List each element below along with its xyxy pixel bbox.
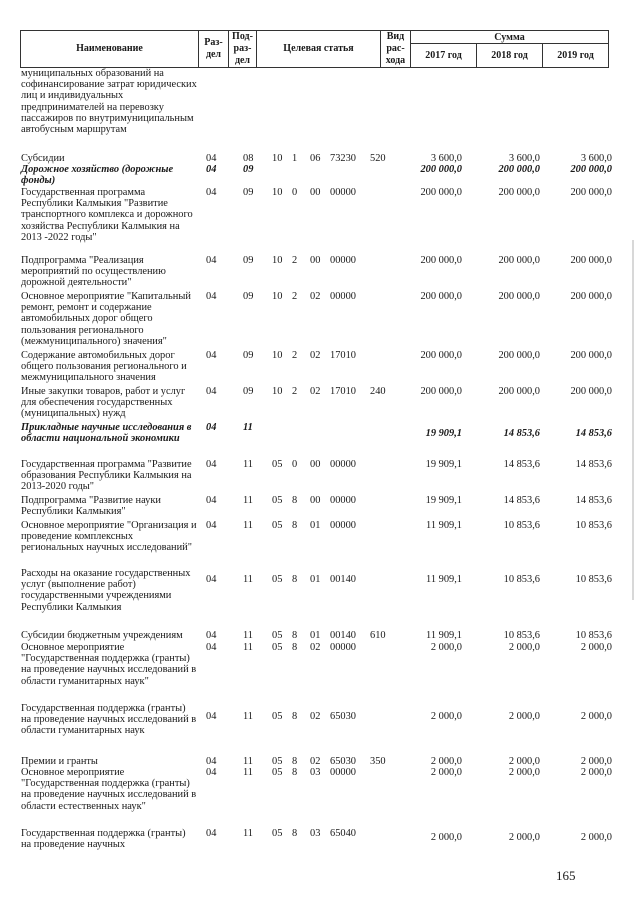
- table-header: [20, 30, 609, 68]
- row-target-subprogram: 8: [292, 630, 298, 641]
- row-name: Основное мероприятие "Государственная поддержка (гранты) на проведение научных исследований в области естественных наук": [21, 767, 197, 812]
- row-sum-2017: 11 909,1: [426, 520, 462, 531]
- header-target: [257, 31, 381, 67]
- row-razdel: 04: [206, 291, 217, 302]
- row-target-direction: 00000: [330, 642, 356, 653]
- row-target-program: 10: [272, 255, 283, 266]
- header-year-2017: [411, 44, 477, 67]
- row-target-event: 02: [310, 642, 321, 653]
- row-target-program: 05: [272, 756, 283, 767]
- row-target-program: 10: [272, 153, 283, 164]
- row-vid: 350: [370, 756, 386, 767]
- row-sum-2017: 2 000,0: [430, 767, 462, 778]
- row-target-direction: 17010: [330, 350, 356, 361]
- header-name: [21, 31, 199, 67]
- row-sum-2017: 11 909,1: [426, 574, 462, 585]
- row-podrazdel: 09: [243, 386, 254, 397]
- row-target-direction: 65030: [330, 756, 356, 767]
- row-target-subprogram: 2: [292, 255, 298, 266]
- row-target-direction: 00000: [330, 767, 356, 778]
- row-podrazdel: 11: [243, 711, 254, 722]
- row-name: Государственная поддержка (гранты) на проведение научных: [21, 828, 186, 851]
- row-sum-2018: 2 000,0: [508, 767, 540, 778]
- row-target-direction: 00000: [330, 495, 356, 506]
- row-sum-2019: 2 000,0: [580, 642, 612, 653]
- row-name: Государственная программа Республики Калмыкия "Развитие транспортного комплекса и дорожного хозяйства Республики Калмыкия на 2013 -2022 годы": [21, 187, 193, 243]
- row-target-subprogram: 2: [292, 291, 298, 302]
- row-sum-2018: 200 000,0: [498, 350, 540, 361]
- row-target-program: 10: [272, 291, 283, 302]
- row-vid: 610: [370, 630, 386, 641]
- row-sum-2018: 200 000,0: [498, 164, 540, 175]
- row-target-program: 05: [272, 711, 283, 722]
- row-podrazdel: 11: [243, 520, 254, 531]
- row-sum-2019: 200 000,0: [570, 187, 612, 198]
- row-razdel: 04: [206, 350, 217, 361]
- row-sum-2018: 200 000,0: [498, 386, 540, 397]
- row-target-program: 05: [272, 574, 283, 585]
- row-target-program: 10: [272, 386, 283, 397]
- row-name: Иные закупки товаров, работ и услуг для обеспечения государственных (муниципальных) нужд: [21, 386, 186, 420]
- row-podrazdel: 09: [243, 164, 254, 175]
- row-razdel: 04: [206, 574, 217, 585]
- header-razdel: [199, 31, 229, 67]
- row-target-direction: 00000: [330, 291, 356, 302]
- row-name: Основное мероприятие "Капитальный ремонт, ремонт и содержание автомобильных дорог общего пользования регионального (межмуниципального) значения": [21, 291, 191, 347]
- row-sum-2019: 10 853,6: [575, 630, 612, 641]
- row-razdel: 04: [206, 828, 217, 839]
- row-name: Государственная программа "Развитие образования Республики Калмыкия на 2013-2020 годы": [21, 459, 192, 493]
- row-razdel: 04: [206, 767, 217, 778]
- row-target-event: 02: [310, 756, 321, 767]
- row-razdel: 04: [206, 187, 217, 198]
- row-target-program: 05: [272, 459, 283, 470]
- header-target-label: Целевая статья: [283, 43, 354, 54]
- header-year-2017-label: 2017 год: [425, 50, 462, 61]
- row-sum-2018: 200 000,0: [498, 291, 540, 302]
- header-podrazdel-label: Под- раз- дел: [232, 31, 253, 66]
- row-sum-2019: 200 000,0: [570, 350, 612, 361]
- row-name: Основное мероприятие "Организация и проведение комплексных региональных научных исследований": [21, 520, 197, 554]
- row-target-program: 05: [272, 495, 283, 506]
- row-sum-2019: 14 853,6: [575, 459, 612, 470]
- row-target-direction: 65030: [330, 711, 356, 722]
- row-target-subprogram: 8: [292, 828, 298, 839]
- row-target-direction: 65040: [330, 828, 356, 839]
- row-target-event: 01: [310, 574, 321, 585]
- row-name: Субсидии бюджетным учреждениям: [21, 630, 183, 641]
- header-podrazdel: [229, 31, 257, 67]
- row-target-event: 02: [310, 350, 321, 361]
- row-target-direction: 00000: [330, 520, 356, 531]
- row-target-event: 03: [310, 828, 321, 839]
- row-target-subprogram: 8: [292, 642, 298, 653]
- row-sum-2019: 200 000,0: [570, 164, 612, 175]
- header-year-2018-label: 2018 год: [491, 50, 528, 61]
- row-sum-2018: 2 000,0: [508, 832, 540, 843]
- row-target-program: 10: [272, 350, 283, 361]
- row-target-subprogram: 2: [292, 386, 298, 397]
- row-sum-2018: 2 000,0: [508, 642, 540, 653]
- row-target-event: 02: [310, 711, 321, 722]
- row-target-program: 10: [272, 187, 283, 198]
- row-target-direction: 00000: [330, 255, 356, 266]
- row-razdel: 04: [206, 642, 217, 653]
- row-target-event: 01: [310, 520, 321, 531]
- row-sum-2019: 14 853,6: [575, 495, 612, 506]
- row-target-subprogram: 8: [292, 711, 298, 722]
- row-podrazdel: 11: [243, 459, 254, 470]
- row-razdel: 04: [206, 386, 217, 397]
- row-target-event: 02: [310, 291, 321, 302]
- header-year-2019: [543, 44, 608, 67]
- row-razdel: 04: [206, 459, 217, 470]
- row-sum-2019: 200 000,0: [570, 255, 612, 266]
- row-vid: 520: [370, 153, 386, 164]
- row-sum-2017: 19 909,1: [425, 459, 462, 470]
- row-podrazdel: 11: [243, 574, 254, 585]
- row-sum-2019: 2 000,0: [580, 711, 612, 722]
- row-target-program: 05: [272, 630, 283, 641]
- row-sum-2018: 3 600,0: [508, 153, 540, 164]
- row-sum-2018: 2 000,0: [508, 711, 540, 722]
- header-razdel-label: Раз- дел: [204, 37, 223, 60]
- row-sum-2018: 14 853,6: [503, 495, 540, 506]
- header-vid: [381, 31, 411, 67]
- row-sum-2017: 200 000,0: [420, 255, 462, 266]
- row-name: Государственная поддержка (гранты) на проведение научных исследований в области гуманитарных наук: [21, 703, 197, 737]
- row-target-direction: 00140: [330, 630, 356, 641]
- row-sum-2019: 10 853,6: [575, 520, 612, 531]
- row-target-subprogram: 8: [292, 495, 298, 506]
- row-name: Субсидии: [21, 153, 65, 164]
- row-sum-2018: 2 000,0: [508, 756, 540, 767]
- row-name: Подпрограмма "Развитие науки Республики Калмыкия": [21, 495, 161, 518]
- row-podrazdel: 11: [243, 630, 254, 641]
- row-sum-2017: 11 909,1: [426, 630, 462, 641]
- row-name: Расходы на оказание государственных услуг (выполнение работ) государственными учреждениями Республики Калмыкия: [21, 568, 191, 613]
- row-razdel: 04: [206, 153, 217, 164]
- row-sum-2017: 2 000,0: [430, 642, 462, 653]
- row-name: муниципальных образований на софинансирование затрат юридических лиц и индивидуальных предпринимателей на перевозку пассажиров по внутримуниципальным автобусным маршрутам: [21, 68, 197, 136]
- header-name-label: Наименование: [76, 43, 143, 54]
- row-target-subprogram: 0: [292, 459, 298, 470]
- row-sum-2017: 19 909,1: [425, 495, 462, 506]
- row-razdel: 04: [206, 422, 217, 433]
- row-sum-2019: 2 000,0: [580, 832, 612, 843]
- row-name: Премии и гранты: [21, 756, 98, 767]
- row-target-event: 03: [310, 767, 321, 778]
- row-sum-2017: 2 000,0: [430, 756, 462, 767]
- row-sum-2017: 200 000,0: [420, 291, 462, 302]
- row-sum-2019: 14 853,6: [575, 428, 612, 439]
- row-target-subprogram: 0: [292, 187, 298, 198]
- row-target-program: 05: [272, 767, 283, 778]
- row-sum-2019: 3 600,0: [580, 153, 612, 164]
- row-target-subprogram: 2: [292, 350, 298, 361]
- row-target-program: 05: [272, 642, 283, 653]
- page-number: 165: [556, 868, 576, 883]
- row-name: Дорожное хозяйство (дорожные фонды): [21, 164, 174, 187]
- row-target-program: 05: [272, 828, 283, 839]
- row-podrazdel: 09: [243, 291, 254, 302]
- row-podrazdel: 09: [243, 350, 254, 361]
- row-razdel: 04: [206, 756, 217, 767]
- header-sum-label: Сумма: [494, 31, 525, 43]
- row-target-direction: 00140: [330, 574, 356, 585]
- row-podrazdel: 11: [243, 422, 253, 433]
- row-sum-2017: 3 600,0: [430, 153, 462, 164]
- row-sum-2018: 10 853,6: [503, 520, 540, 531]
- row-target-subprogram: 8: [292, 756, 298, 767]
- row-name: Прикладные научные исследования в области национальной экономики: [21, 422, 192, 445]
- row-sum-2018: 14 853,6: [503, 459, 540, 470]
- row-podrazdel: 11: [243, 828, 254, 839]
- row-sum-2017: 200 000,0: [420, 187, 462, 198]
- row-sum-2018: 10 853,6: [503, 630, 540, 641]
- row-target-subprogram: 8: [292, 574, 298, 585]
- row-sum-2017: 19 909,1: [425, 428, 462, 439]
- row-podrazdel: 09: [243, 187, 254, 198]
- row-sum-2018: 200 000,0: [498, 255, 540, 266]
- row-razdel: 04: [206, 711, 217, 722]
- row-podrazdel: 11: [243, 756, 254, 767]
- row-podrazdel: 11: [243, 495, 254, 506]
- row-target-event: 06: [310, 153, 321, 164]
- row-sum-2017: 200 000,0: [420, 164, 462, 175]
- row-sum-2019: 2 000,0: [580, 756, 612, 767]
- row-razdel: 04: [206, 495, 217, 506]
- header-sum-group: [411, 31, 608, 67]
- row-sum-2019: 2 000,0: [580, 767, 612, 778]
- row-target-direction: 73230: [330, 153, 356, 164]
- row-target-event: 00: [310, 459, 321, 470]
- row-podrazdel: 11: [243, 642, 254, 653]
- row-sum-2019: 200 000,0: [570, 386, 612, 397]
- row-sum-2019: 200 000,0: [570, 291, 612, 302]
- row-razdel: 04: [206, 164, 217, 175]
- row-sum-2017: 2 000,0: [430, 711, 462, 722]
- row-razdel: 04: [206, 255, 217, 266]
- row-target-direction: 00000: [330, 459, 356, 470]
- row-vid: 240: [370, 386, 386, 397]
- header-vid-label: Вид рас- хода: [385, 31, 406, 66]
- row-target-event: 01: [310, 630, 321, 641]
- row-sum-2018: 14 853,6: [503, 428, 540, 439]
- row-target-event: 00: [310, 187, 321, 198]
- row-podrazdel: 11: [243, 767, 254, 778]
- row-name: Подпрограмма "Реализация мероприятий по осуществлению дорожной деятельности": [21, 255, 166, 289]
- row-podrazdel: 09: [243, 255, 254, 266]
- row-target-direction: 00000: [330, 187, 356, 198]
- row-target-subprogram: 8: [292, 767, 298, 778]
- row-sum-2017: 200 000,0: [420, 350, 462, 361]
- row-target-event: 02: [310, 386, 321, 397]
- row-target-event: 00: [310, 495, 321, 506]
- header-year-2018: [477, 44, 543, 67]
- row-razdel: 04: [206, 630, 217, 641]
- row-target-subprogram: 1: [292, 153, 298, 164]
- row-podrazdel: 08: [243, 153, 254, 164]
- header-sum: [411, 31, 608, 44]
- row-name: Основное мероприятие "Государственная поддержка (гранты) на проведение научных исследований в области гуманитарных наук": [21, 642, 197, 687]
- row-target-direction: 17010: [330, 386, 356, 397]
- header-year-2019-label: 2019 год: [557, 50, 594, 61]
- row-target-subprogram: 8: [292, 520, 298, 531]
- row-sum-2018: 10 853,6: [503, 574, 540, 585]
- row-target-event: 00: [310, 255, 321, 266]
- row-sum-2019: 10 853,6: [575, 574, 612, 585]
- row-target-program: 05: [272, 520, 283, 531]
- row-sum-2017: 200 000,0: [420, 386, 462, 397]
- row-sum-2017: 2 000,0: [430, 832, 462, 843]
- row-sum-2018: 200 000,0: [498, 187, 540, 198]
- scan-edge-shadow: [632, 240, 634, 600]
- row-name: Содержание автомобильных дорог общего пользования регионального и межмуниципального значения: [21, 350, 187, 384]
- row-razdel: 04: [206, 520, 217, 531]
